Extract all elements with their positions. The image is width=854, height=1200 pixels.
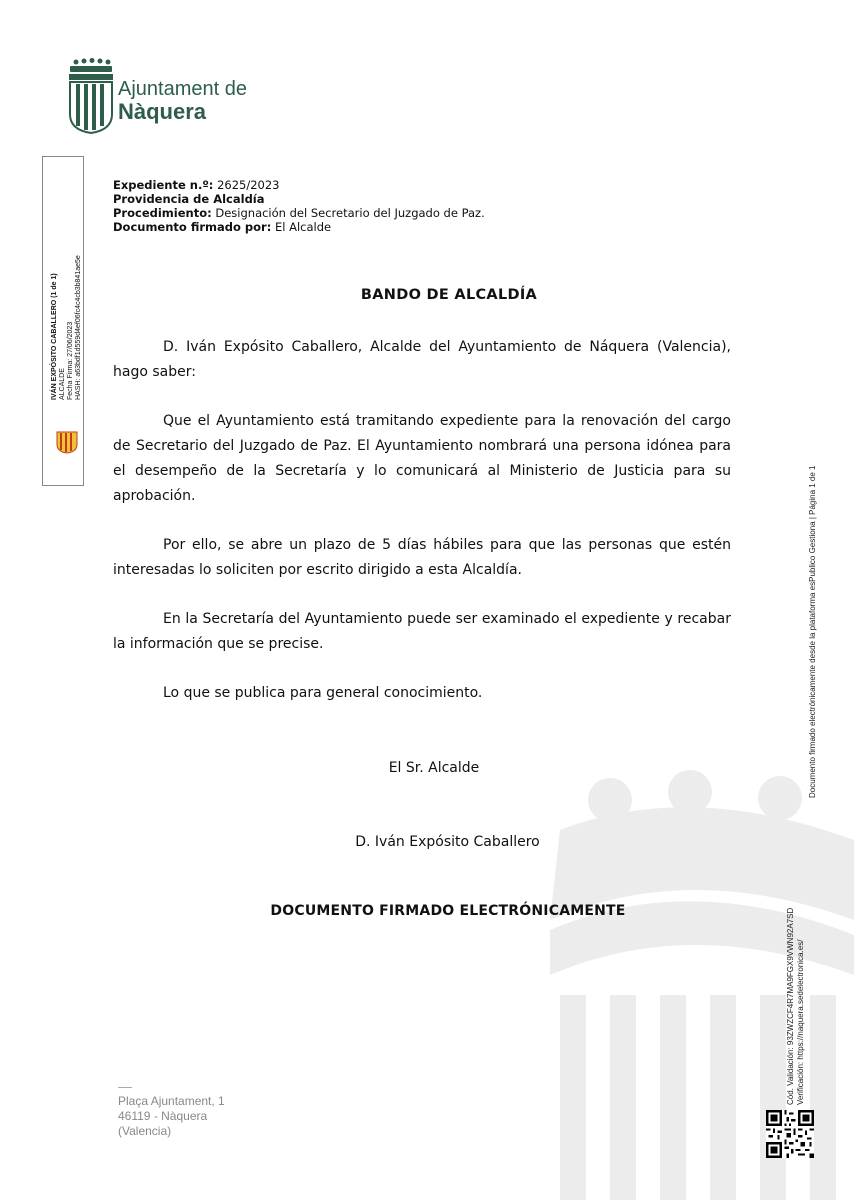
stamp-hash: HASH: a63bdf1d559d4ef06fc4c4cb3b841ae5e — [75, 255, 82, 400]
electronic-signature-notice: DOCUMENTO FIRMADO ELECTRÓNICAMENTE — [270, 903, 626, 919]
footer-address — [118, 1094, 225, 1139]
ajuntament-crest-icon — [66, 58, 114, 134]
providencia: Providencia de Alcaldía — [113, 192, 265, 206]
qr-code-icon[interactable] — [766, 1110, 814, 1158]
org-name — [118, 78, 247, 124]
paragraph-intro: D. Iván Expósito Caballero, Alcalde del Ayuntamiento de Náquera (Valencia), hago saber: — [113, 339, 731, 380]
address-divider — [118, 1087, 132, 1088]
procedimiento-value: Designación del Secretario del Juzgado de Paz. — [215, 206, 485, 220]
signature-name: D. Iván Expósito Caballero — [355, 834, 540, 850]
expediente-label: Expediente n.º: — [113, 178, 214, 192]
validation-block — [786, 908, 806, 1105]
document-meta — [113, 178, 485, 234]
signature-role: El Sr. Alcalde — [388, 760, 480, 776]
org-name-line1: Ajuntament de — [118, 78, 247, 100]
validation-note: Documento firmado electrónicamente desde la plataforma esPublico Gestiona | Página 1 de 1 — [808, 465, 817, 798]
paragraph-expediente: Que el Ayuntamiento está tramitando expediente para la renovación del cargo de Secretario del Juzgado de Paz. El Ayuntamiento nombrará una persona idónea para el desempeño de la Secretaría y lo comunicará al Ministerio de Justicia para su aprobación. — [113, 413, 731, 504]
signature-stamp-text — [51, 255, 83, 400]
firmado-por-value: El Alcalde — [274, 220, 332, 234]
org-name-line2: Nàquera — [118, 99, 207, 124]
expediente-value: 2625/2023 — [217, 178, 280, 192]
stamp-date: Fecha Firma: 27/06/2023 — [67, 321, 74, 400]
page-title: BANDO DE ALCALDÍA — [360, 287, 538, 303]
validation-url[interactable]: Verificación: https://naquera.sedelectronica.es/ — [796, 939, 805, 1105]
address-line1: Plaça Ajuntament, 1 — [118, 1094, 225, 1108]
stamp-signer: IVÁN EXPÓSITO CABALLERO (1 de 1) — [51, 273, 58, 400]
paragraph-publica: Lo que se publica para general conocimiento. — [163, 685, 483, 701]
procedimiento-label: Procedimiento: — [113, 206, 212, 220]
stamp-role: ALCALDE — [59, 368, 66, 400]
paragraph-plazo: Por ello, se abre un plazo de 5 días hábiles para que las personas que estén interesadas lo soliciten por escrito dirigido a esta Alcaldía. — [113, 537, 731, 578]
shield-icon — [49, 430, 83, 454]
address-line3: (Valencia) — [118, 1124, 172, 1138]
address-line2: 46119 - Nàquera — [118, 1109, 208, 1123]
firmado-por-label: Documento firmado por: — [113, 220, 272, 234]
paragraph-secretaria: En la Secretaría del Ayuntamiento puede ser examinado el expediente y recabar la información que se precise. — [113, 611, 731, 652]
validation-code: Cód. Validación: 93ZWZCF4R7MA9FGX9VWN92A7SD — [786, 907, 795, 1105]
